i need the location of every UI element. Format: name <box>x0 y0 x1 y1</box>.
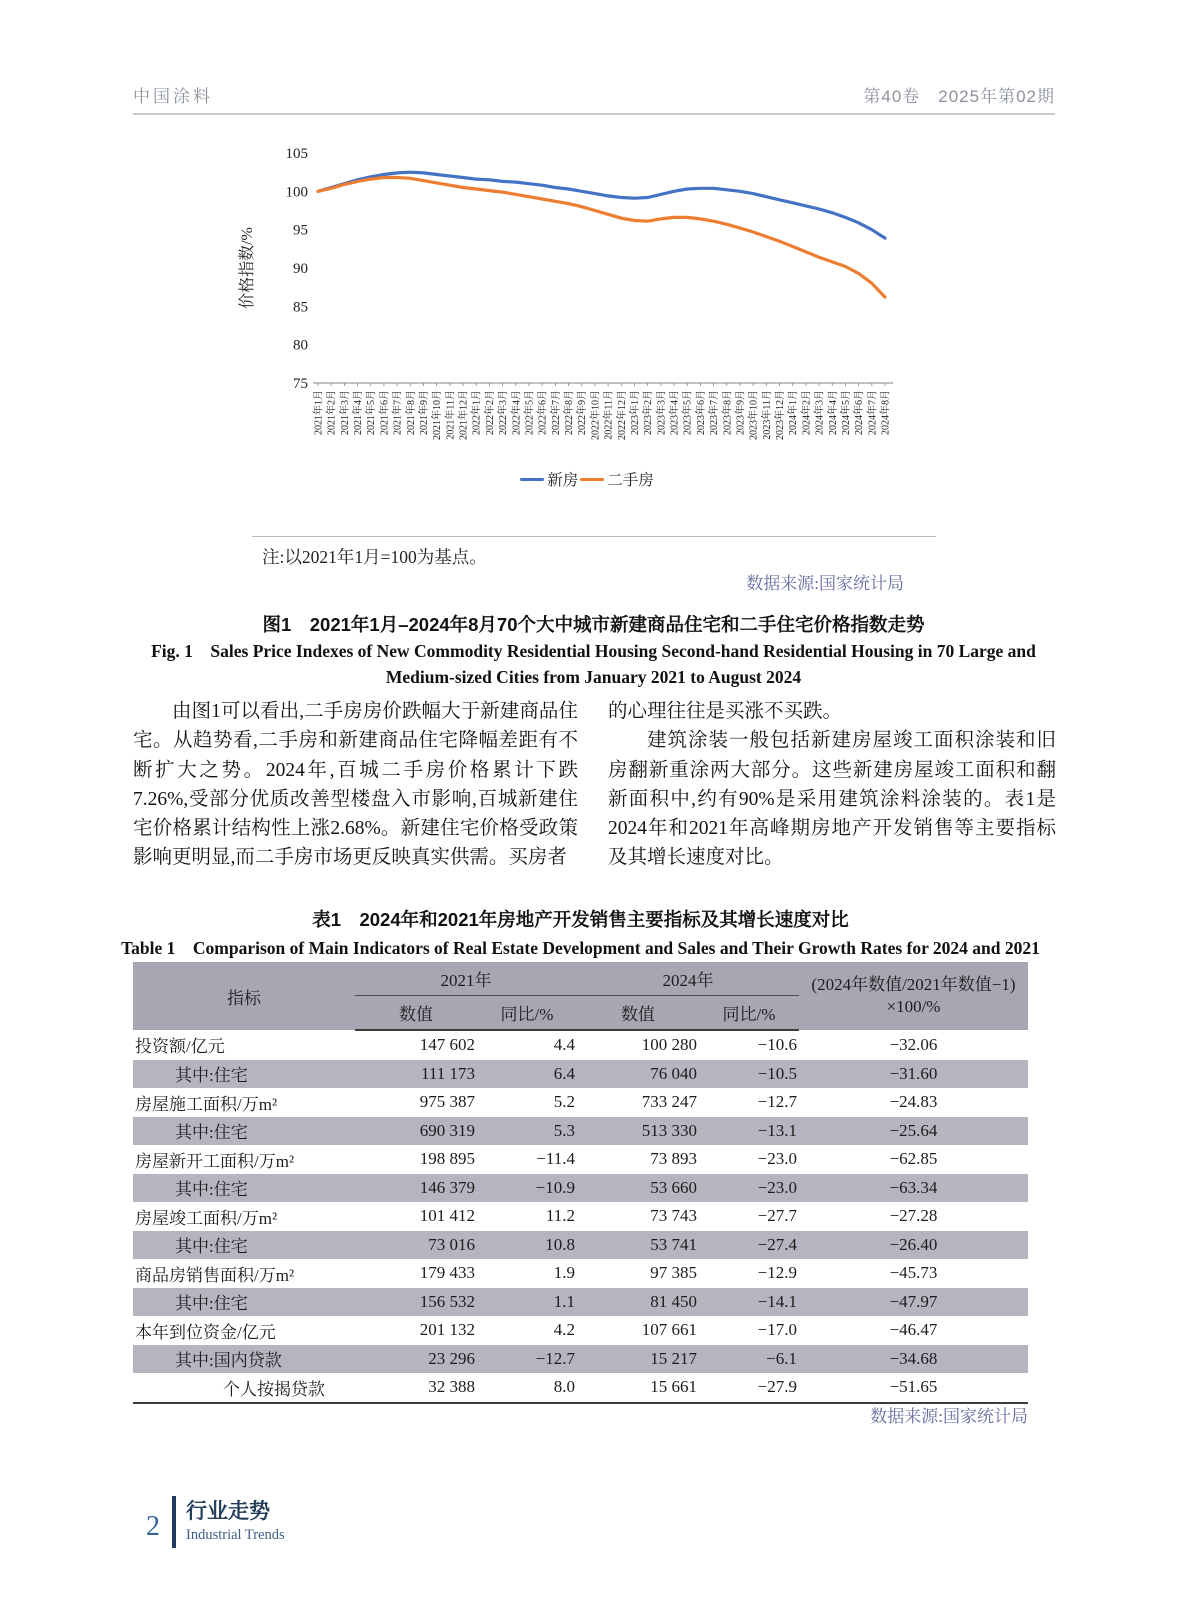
x-tick-label: 2024年2月 <box>801 390 813 435</box>
x-tick-label: 2022年7月 <box>550 390 562 435</box>
x-tick-label: 2021年11月 <box>445 390 457 440</box>
th-ratio-line1: (2024年数值/2021年数值−1) <box>811 975 1016 994</box>
table-row <box>133 1174 1028 1203</box>
cell-indicator: 其中:住宅 <box>175 1180 248 1200</box>
cell-yoy-2021: 10.8 <box>545 1234 575 1254</box>
y-axis-label: 价格指数/% <box>239 227 256 309</box>
cell-ratio: −51.65 <box>889 1377 938 1397</box>
table-row <box>133 1231 1028 1260</box>
cell-ratio: −63.34 <box>889 1177 938 1197</box>
x-tick-label: 2022年4月 <box>511 390 523 435</box>
cell-yoy-2021: 11.2 <box>545 1206 575 1226</box>
x-tick-label: 2023年1月 <box>629 390 641 435</box>
table-caption-en: Table 1 Comparison of Main Indicators of Real Estate Development and Sales and Their Growth Rates for 2024 and 2021 <box>121 938 1040 958</box>
cell-value-2021: 101 412 <box>419 1206 475 1226</box>
table-row <box>133 1345 1028 1374</box>
y-tick-label: 85 <box>293 299 308 316</box>
legend-swatch <box>520 478 544 481</box>
y-tick-label: 95 <box>293 222 308 239</box>
y-tick-label: 100 <box>285 184 308 201</box>
cell-ratio: −62.85 <box>889 1149 938 1169</box>
cell-value-2021: 201 132 <box>419 1320 475 1340</box>
cell-yoy-2021: −11.4 <box>536 1149 575 1169</box>
x-tick-label: 2021年12月 <box>458 390 470 440</box>
x-tick-label: 2024年7月 <box>867 390 879 435</box>
line-chart-svg <box>236 128 938 468</box>
x-tick-label: 2023年9月 <box>735 390 747 435</box>
cell-yoy-2024: −27.7 <box>757 1206 797 1226</box>
x-tick-label: 2022年5月 <box>524 390 536 435</box>
cell-ratio: −46.47 <box>889 1320 938 1340</box>
cell-indicator: 其中:住宅 <box>175 1294 248 1314</box>
figure-note: 注:以2021年1月=100为基点。 <box>262 547 487 567</box>
cell-yoy-2024: −6.1 <box>766 1348 797 1368</box>
legend-item <box>580 468 654 490</box>
cell-value-2021: 690 319 <box>419 1120 475 1140</box>
x-tick-label: 2024年3月 <box>814 390 826 435</box>
cell-value-2021: 198 895 <box>419 1149 475 1169</box>
x-tick-label: 2022年3月 <box>498 390 510 435</box>
x-tick-label: 2021年8月 <box>405 390 417 435</box>
paragraph: 的心理往往是买涨不买跌。 <box>608 701 843 722</box>
legend-label: 新房 <box>547 472 579 489</box>
paragraph: 建筑涂装一般包括新建房屋竣工面积涂装和旧房翻新重涂两大部分。这些新建房屋竣工面积和翻新面积中,约有90%是采用建筑涂料涂装的。表1是2024年和2021年高峰期房地产开发销售等主要指标及其增长速度对比。 <box>608 730 1056 869</box>
th-indicator: 指标 <box>227 988 261 1008</box>
x-tick-label: 2021年1月 <box>313 390 325 435</box>
price-index-chart <box>236 128 938 468</box>
x-tick-label: 2021年10月 <box>432 390 444 440</box>
cell-yoy-2024: −27.4 <box>757 1234 797 1254</box>
x-tick-label: 2024年5月 <box>840 390 852 435</box>
table-data-source: 数据来源:国家统计局 <box>870 1407 1028 1426</box>
x-tick-label: 2024年8月 <box>880 390 892 435</box>
x-tick-label: 2022年6月 <box>537 390 549 435</box>
x-tick-label: 2024年1月 <box>788 390 800 435</box>
cell-yoy-2024: −13.1 <box>757 1120 797 1140</box>
cell-ratio: −45.73 <box>889 1263 938 1283</box>
cell-ratio: −26.40 <box>889 1234 938 1254</box>
series-line-新房 <box>318 172 885 238</box>
cell-yoy-2024: −23.0 <box>757 1149 797 1169</box>
cell-value-2021: 146 379 <box>419 1177 475 1197</box>
cell-yoy-2024: −10.6 <box>757 1035 797 1055</box>
cell-value-2024: 81 450 <box>650 1291 697 1311</box>
x-tick-label: 2023年6月 <box>695 390 707 435</box>
th-yoy-2024: 同比/% <box>699 996 799 1031</box>
cell-value-2021: 156 532 <box>419 1291 475 1311</box>
cell-ratio: −32.06 <box>889 1034 938 1054</box>
indicator-table <box>133 962 1028 1404</box>
cell-indicator: 其中:国内贷款 <box>175 1351 282 1371</box>
cell-value-2024: 73 893 <box>650 1149 697 1169</box>
body-column-right <box>608 697 1056 873</box>
th-year-2021: 2021年 <box>355 962 577 996</box>
table-row <box>133 1088 1028 1117</box>
cell-yoy-2021: −12.7 <box>535 1348 575 1368</box>
x-tick-label: 2023年5月 <box>682 390 694 435</box>
table-row <box>133 1145 1028 1174</box>
cell-indicator: 其中:住宅 <box>175 1123 248 1143</box>
table-body <box>133 1030 1028 1403</box>
cell-value-2024: 53 660 <box>650 1177 697 1197</box>
page-number: 2 <box>146 1511 160 1542</box>
x-tick-label: 2023年10月 <box>748 390 760 440</box>
cell-ratio: −34.68 <box>889 1348 938 1368</box>
cell-ratio: −47.97 <box>889 1291 938 1311</box>
x-tick-label: 2021年4月 <box>353 390 365 435</box>
page-footer <box>138 1496 285 1548</box>
cell-yoy-2021: 5.3 <box>553 1120 575 1140</box>
table-row <box>133 1259 1028 1288</box>
body-column-left <box>133 697 578 873</box>
cell-yoy-2021: 1.9 <box>553 1263 575 1283</box>
figure-data-source: 数据来源:国家统计局 <box>746 574 904 593</box>
page-header <box>133 80 1055 115</box>
journal-title: 中国涂料 <box>133 87 213 106</box>
cell-value-2024: 97 385 <box>650 1263 697 1283</box>
cell-indicator: 投资额/亿元 <box>135 1037 225 1057</box>
th-value-2024: 数值 <box>577 996 699 1031</box>
cell-yoy-2024: −27.9 <box>757 1377 797 1397</box>
section-title-en: Industrial Trends <box>186 1527 285 1543</box>
cell-ratio: −24.83 <box>889 1092 938 1112</box>
cell-yoy-2024: −14.1 <box>757 1291 797 1311</box>
cell-yoy-2021: 6.4 <box>553 1063 575 1083</box>
cell-value-2024: 73 743 <box>650 1206 697 1226</box>
table-row <box>133 1288 1028 1317</box>
cell-indicator: 本年到位资金/亿元 <box>135 1322 276 1342</box>
y-tick-label: 80 <box>293 337 308 354</box>
cell-value-2024: 733 247 <box>641 1092 697 1112</box>
th-year-2024: 2024年 <box>577 962 799 996</box>
cell-indicator: 其中:住宅 <box>175 1066 248 1086</box>
x-tick-label: 2023年8月 <box>722 390 734 435</box>
th-ratio <box>799 962 1028 1030</box>
cell-yoy-2021: 8.0 <box>553 1377 575 1397</box>
figure-divider <box>252 536 936 537</box>
x-tick-label: 2021年9月 <box>418 390 430 435</box>
x-tick-label: 2021年7月 <box>392 390 404 435</box>
x-tick-label: 2021年5月 <box>366 390 378 435</box>
cell-value-2021: 147 602 <box>419 1035 475 1055</box>
cell-value-2021: 32 388 <box>428 1377 475 1397</box>
y-tick-label: 105 <box>285 146 308 162</box>
volume-issue: 第40卷 2025年第02期 <box>863 87 1055 106</box>
cell-value-2024: 76 040 <box>650 1063 697 1083</box>
cell-value-2021: 179 433 <box>419 1263 475 1283</box>
cell-indicator: 房屋施工面积/万m² <box>135 1094 278 1114</box>
section-title-zh: 行业走势 <box>186 1500 270 1523</box>
x-tick-label: 2024年6月 <box>854 390 866 435</box>
paragraph: 由图1可以看出,二手房房价跌幅大于新建商品住宅。从趋势看,二手房和新建商品住宅降幅差距有不断扩大之势。2024年,百城二手房价格累计下跌7.26%,受部分优质改善型楼盘入市影响,百城新建住宅价格累计结构性上涨2.68%。新建住宅价格受政策影响更明显,而二手房市场更反映真实供需。买房者 <box>133 701 578 869</box>
cell-indicator: 房屋竣工面积/万m² <box>135 1208 278 1228</box>
x-tick-label: 2022年11月 <box>603 390 615 440</box>
x-tick-label: 2022年10月 <box>590 390 602 440</box>
cell-yoy-2024: −23.0 <box>757 1177 797 1197</box>
x-tick-label: 2023年12月 <box>775 390 787 440</box>
x-tick-label: 2023年2月 <box>643 390 655 435</box>
th-ratio-line2: ×100/% <box>886 997 941 1016</box>
table-header <box>133 962 1028 1030</box>
cell-value-2024: 513 330 <box>641 1120 697 1140</box>
table-row <box>133 1117 1028 1146</box>
cell-ratio: −27.28 <box>889 1206 938 1226</box>
x-tick-label: 2023年3月 <box>656 390 668 435</box>
x-tick-label: 2021年6月 <box>379 390 391 435</box>
cell-yoy-2021: 4.2 <box>553 1320 575 1340</box>
cell-yoy-2024: −12.7 <box>757 1092 797 1112</box>
table-row <box>133 1060 1028 1089</box>
cell-indicator: 商品房销售面积/万m² <box>135 1265 295 1285</box>
cell-yoy-2024: −10.5 <box>757 1063 797 1083</box>
x-tick-label: 2022年2月 <box>484 390 496 435</box>
y-tick-label: 75 <box>293 376 308 392</box>
cell-value-2024: 107 661 <box>641 1320 697 1340</box>
cell-value-2021: 73 016 <box>428 1234 475 1254</box>
x-tick-label: 2022年8月 <box>564 390 576 435</box>
table-row <box>133 1373 1028 1403</box>
cell-value-2021: 975 387 <box>419 1092 475 1112</box>
cell-yoy-2021: 5.2 <box>553 1092 575 1112</box>
cell-yoy-2021: 4.4 <box>553 1035 575 1055</box>
cell-value-2024: 100 280 <box>641 1035 697 1055</box>
table-row <box>133 1316 1028 1345</box>
y-tick-label: 90 <box>293 261 308 277</box>
figure-caption-zh: 图1 2021年1月–2024年8月70个大中城市新建商品住宅和二手住宅价格指数走势 <box>262 614 925 635</box>
cell-ratio: −31.60 <box>889 1063 938 1083</box>
legend-label: 二手房 <box>607 472 654 489</box>
cell-value-2024: 15 217 <box>650 1348 697 1368</box>
legend-swatch <box>580 478 604 481</box>
cell-indicator: 房屋新开工面积/万m² <box>135 1151 295 1171</box>
cell-indicator: 个人按揭贷款 <box>223 1379 325 1399</box>
cell-indicator: 其中:住宅 <box>175 1237 248 1257</box>
cell-value-2024: 53 741 <box>650 1234 697 1254</box>
table-caption-zh: 表1 2024年和2021年房地产开发销售主要指标及其增长速度对比 <box>312 909 849 930</box>
x-tick-label: 2023年4月 <box>669 390 681 435</box>
x-tick-label: 2021年2月 <box>326 390 338 435</box>
th-value-2021: 数值 <box>355 996 477 1031</box>
cell-yoy-2024: −12.9 <box>757 1263 797 1283</box>
figure-caption-en: Fig. 1 Sales Price Indexes of New Commodity Residential Housing Second-hand Residential Housing in 70 Large and Medium-sized Cities from January 2021 to August 2024 <box>151 641 1036 687</box>
cell-value-2024: 15 661 <box>650 1377 697 1397</box>
x-tick-label: 2024年4月 <box>827 390 839 435</box>
cell-value-2021: 23 296 <box>428 1348 475 1368</box>
cell-yoy-2021: 1.1 <box>553 1291 575 1311</box>
cell-yoy-2024: −17.0 <box>757 1320 797 1340</box>
x-tick-label: 2021年3月 <box>339 390 351 435</box>
cell-ratio: −25.64 <box>889 1120 938 1140</box>
cell-yoy-2021: −10.9 <box>535 1177 575 1197</box>
table-row <box>133 1030 1028 1060</box>
footer-divider-bar <box>172 1496 176 1548</box>
x-tick-label: 2022年1月 <box>471 390 483 435</box>
cell-value-2021: 111 173 <box>421 1063 475 1083</box>
table-row <box>133 1202 1028 1231</box>
x-tick-label: 2022年12月 <box>616 390 628 440</box>
chart-legend <box>236 468 938 490</box>
x-tick-label: 2023年7月 <box>709 390 721 435</box>
legend-item <box>520 468 578 490</box>
th-yoy-2021: 同比/% <box>477 996 577 1031</box>
x-tick-label: 2023年11月 <box>761 390 773 440</box>
x-tick-label: 2022年9月 <box>577 390 589 435</box>
